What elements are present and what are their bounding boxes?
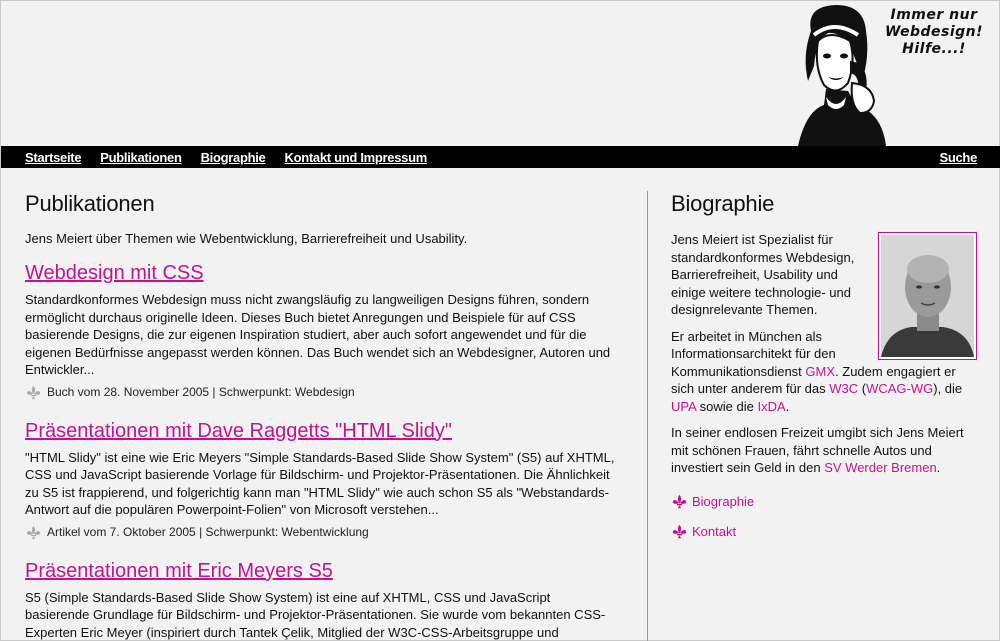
nav-item-biographie[interactable]: Biographie: [200, 149, 266, 165]
sidebar-link-kontakt: [671, 523, 977, 540]
nav-item-startseite[interactable]: Startseite: [25, 149, 82, 165]
bio-text: In seiner endlosen Freizeit umgibt sich Jens Meiert mit schönen Frauen, fährt schnelle Autos und investiert sein Geld in den: [671, 425, 964, 475]
logo-text: [872, 7, 996, 58]
fleur-de-lis-icon: [25, 525, 42, 540]
publication-summary: Standardkonformes Webdesign muss nicht zwangsläufig zu langweiligen Designs führen, sondern ermöglicht durchaus originelle Ideen. Dieses Buch bietet Anregungen und Beispiele für auf CSS basierende Designs, die zur eigenen Inspiration studiert, aber auch sofort angewendet und für die eigenen Bedürfnisse angepasst werden können. Das Buch wendet sich an Webdesigner, Autoren und Entwickler...: [25, 292, 611, 377]
sidebar-title: Biographie: [671, 191, 775, 216]
publication-item: [25, 262, 615, 400]
main-content: [25, 191, 615, 641]
bio-text: . Zudem engagiert er sich unter anderem für das: [671, 363, 956, 396]
publication-item: [25, 420, 615, 540]
logo-line-1: Immer nur: [890, 7, 978, 23]
sv-werder-bremen-link[interactable]: SV Werder Bremen: [824, 460, 937, 475]
nav-search-link[interactable]: Suche: [939, 149, 977, 165]
nav-item-publikationen[interactable]: Publikationen: [100, 149, 182, 165]
bio-paragraph-1: Jens Meiert ist Spezialist für standardkonformes Webdesign, Barrierefreiheit, Usability und einige weitere technologie- und designrelevante Themen.: [671, 232, 855, 317]
publication-heading: [25, 420, 615, 443]
publication-summary: S5 (Simple Standards-Based Slide Show System) ist eine auf XHTML, CSS und JavaScript basierende Grundlage für Bildschirm- und Projektor-Präsentationen. Sie wurde vom bekannten CSS-Experten Eric Meyer (inspiriert durch Tantek Çelik, Mitglied der W3C-CSS-Arbeitsgruppe und: [25, 589, 606, 640]
upa-link[interactable]: UPA: [671, 398, 697, 414]
kontakt-link[interactable]: Kontakt: [692, 523, 737, 539]
publication-item: [25, 560, 615, 641]
intro-text: Jens Meiert über Themen wie Webentwicklung, Barrierefreiheit und Usability.: [25, 231, 468, 246]
page-header: [1, 1, 1000, 146]
bio-text: (: [858, 381, 867, 396]
publication-meta: [25, 385, 615, 400]
main-navigation: [1, 146, 1000, 168]
bio-paragraph-3: [671, 424, 977, 477]
page-title: Publikationen: [25, 191, 155, 216]
portrait-image-icon: [881, 235, 974, 357]
w3c-link[interactable]: W3C: [829, 381, 859, 396]
publication-meta-text: Artikel vom 7. Oktober 2005 | Schwerpunkt: Webentwicklung: [47, 525, 369, 539]
bio-text: Er arbeitet in München als Informationsarchitekt für den Kommunikationsdienst: [671, 328, 836, 379]
gmx-link[interactable]: GMX: [805, 363, 836, 379]
publication-meta-text: Buch vom 28. November 2005 | Schwerpunkt: Webdesign: [47, 385, 355, 399]
bio-text: .: [785, 398, 790, 414]
publication-heading: [25, 560, 615, 583]
publication-title-link[interactable]: Webdesign mit CSS: [25, 262, 204, 284]
wcag-wg-link[interactable]: WCAG-WG: [866, 381, 934, 396]
fleur-de-lis-icon: [671, 493, 688, 510]
site-logo[interactable]: [786, 1, 1000, 146]
column-divider: [647, 191, 648, 641]
sidebar: [671, 191, 977, 540]
fleur-de-lis-icon: [25, 385, 42, 400]
publication-heading: [25, 262, 615, 285]
publication-summary: "HTML Slidy" ist eine wie Eric Meyers "Simple Standards-Based Slide Show System" (S5) auf XHTML, CSS und JavaScript basierende Vorlage für Bildschirm- und Projektor-Präsentationen. Die Ähnlichkeit zu S5 ist frappierend, und folgerichtig kann man "HTML Slidy" wie auch schon S5 als "Webstandards-Antwort auf die populären Powerpoint-Folien" von Microsoft verstehen...: [25, 449, 615, 517]
publication-title-link[interactable]: Präsentationen mit Dave Raggetts "HTML Slidy": [25, 419, 452, 442]
nav-item-kontakt[interactable]: Kontakt und Impressum: [284, 149, 427, 165]
logo-line-3: Hilfe...!: [902, 41, 966, 57]
bio-text: ), die: [933, 381, 963, 396]
sidebar-link-biographie: [671, 493, 977, 510]
bio-text: .: [936, 460, 941, 475]
publication-meta: [25, 525, 615, 540]
publication-title-link[interactable]: Präsentationen mit Eric Meyers S5: [25, 559, 333, 582]
bio-text: sowie die: [696, 398, 758, 414]
logo-line-2: Webdesign!: [884, 24, 984, 40]
fleur-de-lis-icon: [671, 523, 688, 540]
ixda-link[interactable]: IxDA: [757, 398, 786, 414]
biographie-link[interactable]: Biographie: [692, 493, 755, 509]
portrait-photo: [878, 232, 977, 360]
